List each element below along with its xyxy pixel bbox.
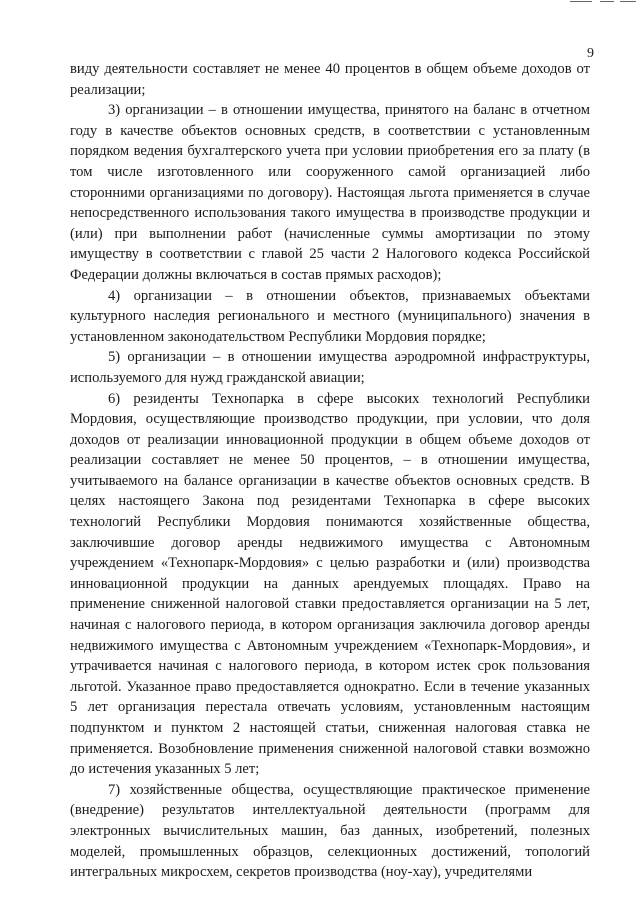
document-body [70,59,590,883]
paragraph-item-5: 5) организации – в отношении имущества аэродромной инфраструктуры, используемого для нужд гражданской авиации; [70,349,590,386]
paragraph-item-3: 3) организации – в отношении имущества, принятого на баланс в отчетном году в качестве объектов основных средств, в соответствии с установленным порядком ведения бухгалтерского учета при условии приобретения его за плату (в том числе изготовленного или сооруженного самой организацией либо сторонними организациями по договору). Настоящая льгота применяется в случае непосредственного использования такого имущества в производстве продукции и (или) при выполнении работ (начисленные суммы амортизации по этому имуществу в соответствии с главой 25 части 2 Налогового кодекса Российской Федерации должны включаться в состав прямых расходов); [70,102,590,283]
paragraph-item-4: 4) организации – в отношении объектов, признаваемых объектами культурного наследия регионального и местного (муниципального) значения в установленном законодательством Республики Мордовия порядке; [70,287,590,345]
paragraph-item-6: 6) резиденты Технопарка в сфере высоких технологий Республики Мордовия, осуществляющие производство продукции, при условии, что доля доходов от реализации инновационной продукции в общем объеме доходов от реализации составляет не менее 50 процентов, – в отношении имущества, учитываемого на балансе организации в качестве объектов основных средств. В целях настоящего Закона под резидентами Технопарка в сфере высоких технологий Республики Мордовия понимаются хозяйственные общества, заключившие договор аренды недвижимого имущества с Автономным учреждением «Технопарк-Мордовия» с целью разработки и (или) производства инновационной продукции на данных арендуемых площадях. Право на применение сниженной налоговой ставки предоставляется организации на 5 лет, начиная с налогового периода, в котором организация заключила договор аренды недвижимого имущества с Автономным учреждением «Технопарк-Мордовия», и утрачивается начиная с налогового периода, в котором истек срок пользования льготой. Указанное право предоставляется однократно. Если в течение указанных 5 лет организация перестала отвечать условиям, установленным настоящим подпунктом и пунктом 2 настоящей статьи, сниженная налоговая ставка не применяется. Возобновление применения сниженной налоговой ставки возможно до истечения указанных 5 лет; [70,390,590,778]
paragraph-continuation: виду деятельности составляет не менее 40 процентов в общем объеме доходов от реализации; [70,61,590,98]
scan-artifact [560,0,640,4]
page-number: 9 [587,46,594,61]
paragraph-item-7: 7) хозяйственные общества, осуществляющие практическое применение (внедрение) результатов интеллектуальной деятельности (программ для электронных вычислительных машин, баз данных, изобретений, полезных моделей, промышленных образцов, селекционных достижений, топологий интегральных микросхем, секретов производства (ноу-хау), учредителями [70,781,590,881]
